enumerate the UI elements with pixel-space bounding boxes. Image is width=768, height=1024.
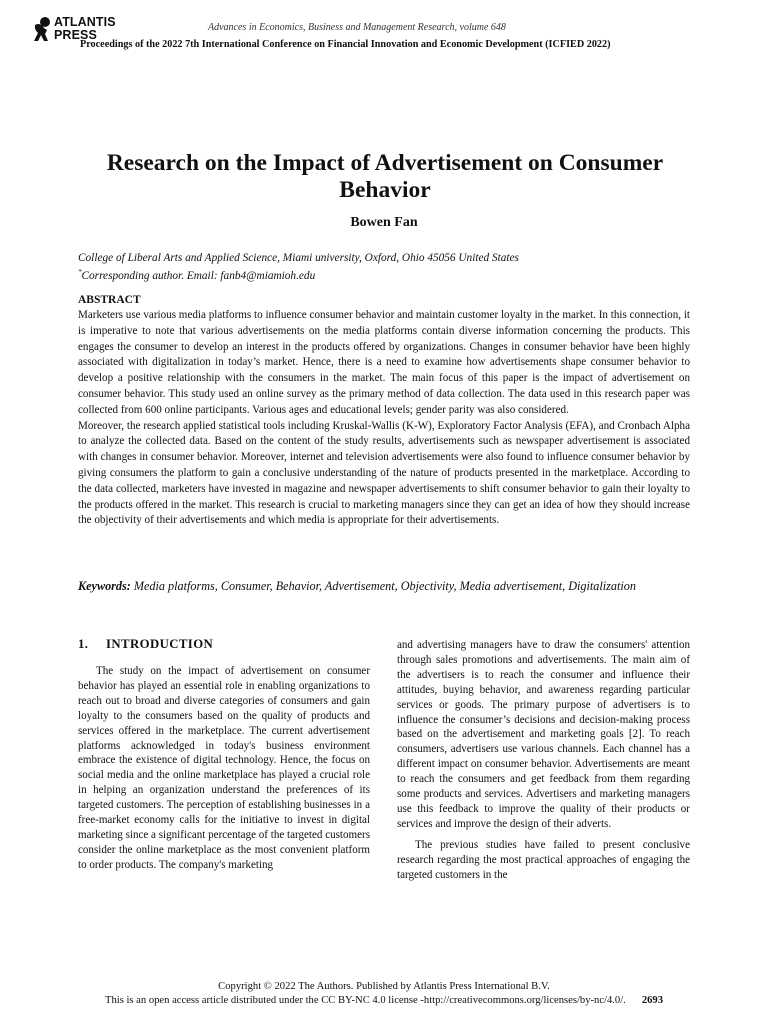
atlas-figure-icon [32, 16, 54, 42]
author-name: Bowen Fan [350, 215, 418, 230]
proceedings-line: Proceedings of the 2022 7th International Conference on Financial Innovation and Economic Development (ICFIED 2022) [80, 39, 611, 50]
abstract-paragraph-2: Moreover, the research applied statistical tools including Kruskal-Wallis (K-W), Exploratory Factor Analysis (EFA), and Cronbach Alpha to analyze the collected data. Based on the content of the study results, advertisements such as newspaper advertisement is associated with changes in consumer behavior. Moreover, internet and television advertisements were also found to influence consumer behavior by giving consumers the platform to gain a conclusive understanding of the nature of products presented in the marketplace. According to the data collected, marketers have invested in magazine and newspaper advertisements to shift consumer behavior to gain their loyalty to the products offered in the market. This research is crucial to marketing managers since they can get an idea of how they should increase the objectivity of their advertisements and which media is appropriate for their advertisements. [78, 419, 690, 527]
affiliation-block [78, 251, 698, 283]
journal-line: Advances in Economics, Business and Management Research, volume 648 [208, 22, 506, 33]
abstract-body [78, 308, 690, 529]
page-number: 2693 [641, 995, 664, 1006]
section-heading [78, 637, 213, 652]
paper-title: Research on the Impact of Advertisement on Consumer Behavior [106, 150, 664, 203]
corresponding-mark: * [78, 268, 82, 276]
left-column [78, 664, 370, 873]
copyright-line: Copyright © 2022 The Authors. Published by Atlantis Press International B.V. [218, 981, 550, 992]
abstract-heading: ABSTRACT [78, 294, 141, 306]
page-header [28, 14, 738, 60]
logo-text-atlantis: ATLANTIS [54, 15, 116, 29]
logo-text-press: PRESS [54, 27, 97, 42]
affiliation: College of Liberal Arts and Applied Science, Miami university, Oxford, Ohio 45056 United States [78, 252, 519, 264]
intro-paragraph-left: The study on the impact of advertisement on consumer behavior has played an essential role in enabling organizations to reach out to broad and diverse categories of consumers and gain loyalty to the consumers based on the quality of products and services offered in the marketplace. The current advertisement platforms acknowledged in today's business environment embrace the existence of digital technology. Hence, the focus on social media and the online marketplace has played a crucial role in helping an organization understand the preferences of its targeted customers. The perception of establishing businesses in a free-market economy calls for the initiative to invest in digital marketing since a significant percentage of the targeted customers consider the online marketplace as the most convenient platform to order products. The company's marketing [78, 665, 370, 871]
keywords [78, 578, 690, 594]
right-column [397, 638, 690, 883]
section-number: 1. [78, 637, 89, 651]
keywords-text: Media platforms, Consumer, Behavior, Advertisement, Objectivity, Media advertisement, Digitalization [133, 579, 636, 593]
intro-paragraph-right-2: The previous studies have failed to present conclusive research regarding the most practical approaches of engaging the targeted customers in the [397, 838, 690, 881]
page-footer [0, 980, 768, 1008]
corresponding-author: Corresponding author. Email: fanb4@miamioh.edu [81, 269, 316, 282]
keywords-label: Keywords: [78, 579, 131, 593]
abstract-paragraph-1: Marketers use various media platforms to influence consumer behavior and maintain customer loyalty in the market. In this connection, it is imperative to note that various advertisements on the media platforms contain diverse information concerning the products. This engages the consumer to develop an interest in the products offered by organizations. Changes in consumer behavior have been highly associated with digitalization in today’s market. Hence, there is a need to examine how advertisements shape consumer behavior to develop a positive relationship with the consumers in the market. The main focus of this paper is the impact of advertisement on consumer behavior. This study used an online survey as the primary method of data collection. The data used in this research paper was collected from 600 online participants. Various ages and educational levels; gender parity was also considered. [78, 309, 690, 416]
publisher-logo [28, 14, 138, 58]
section-title: INTRODUCTION [106, 637, 214, 651]
intro-paragraph-right-1: and advertising managers have to draw the consumers' attention through sales promotions and advertisements. The main aim of the advertisers is to reach the consumer and influence their attitudes, buying behavior, and awareness regarding particular services or goods. The primary purpose of advertisers is to influence the consumer’s decisions and decision-making process based on the advertisement and marketing goals [2]. To reach consumers, advertisers use various channels. Each channel has a different impact on consumer behavior. Advertisements are meant to reach the consumers and get feedback from them regarding some products and services. Advertisers and marketing managers use this feedback to improve the quality of their products or services and improve the design of their adverts. [397, 639, 690, 830]
license-line: This is an open access article distributed under the CC BY-NC 4.0 license -http://creativecommons.org/licenses/by-nc/4.0/. [104, 995, 626, 1006]
